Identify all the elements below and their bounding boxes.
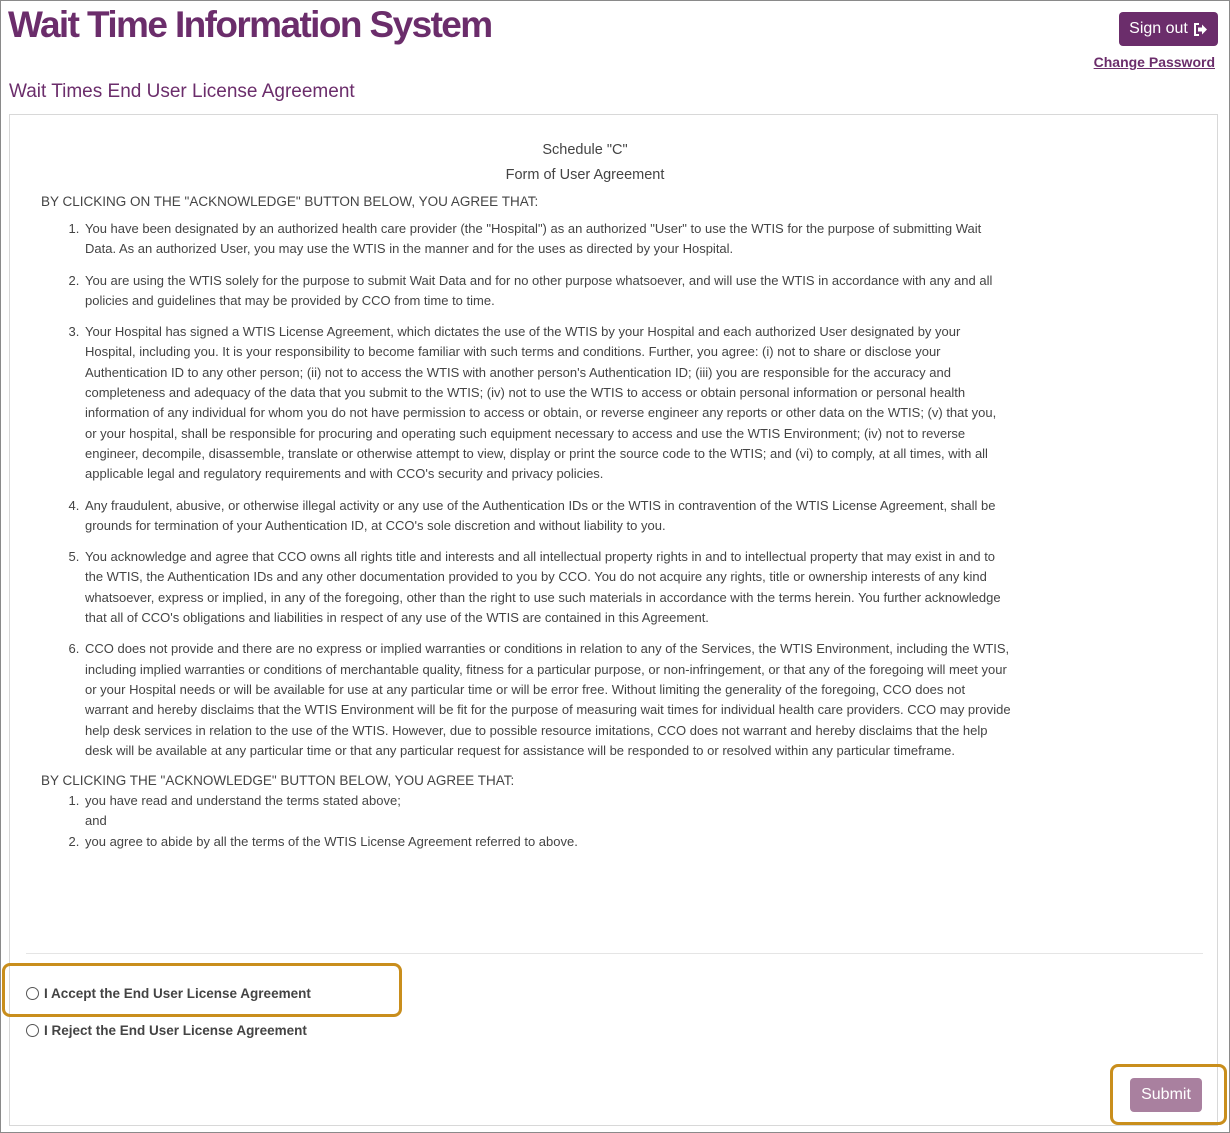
app-title: Wait Time Information System [8,4,492,45]
schedule-heading: Schedule "C" [542,142,628,158]
agreement-intro: BY CLICKING ON THE "ACKNOWLEDGE" BUTTON BELOW, YOU AGREE THAT: [41,194,539,209]
form-title: Form of User Agreement [505,167,665,183]
acknowledge-intro: BY CLICKING THE "ACKNOWLEDGE" BUTTON BELOW, YOU AGREE THAT: [41,773,515,789]
accept-option-highlight [2,963,402,1017]
sign-out-arrow-icon [1193,23,1208,36]
acknowledge-list-2 [41,832,1011,852]
term-item: 4. Any fraudulent, abusive, or otherwise illegal activity or any use of the Authentication IDs or the WTIS in contravention of the WTIS License Agreement, shall be grounds for termination of your Authentication ID, at CCO's sole discretion and without liability to you. [83,496,1011,537]
acknowledge-item: 2. you agree to abide by all the terms of the WTIS License Agreement referred to above. [83,832,1011,852]
term-item: 5. You acknowledge and agree that CCO owns all rights title and interests and all intellectual property rights in and to intellectual property that may exist in and to the WTIS, the Authentication IDs and any other documentation provided to you by CCO. You do not acquire any rights, title or ownership interests of any kind whatsoever, express or implied, in any of the foregoing, other than the right to use such materials in accordance with the terms herein. You further acknowledge that all of CCO's obligations and liabilities in respect of any use of the WTIS are contained in this Agreement. [83,547,1011,628]
term-item: 3. Your Hospital has signed a WTIS License Agreement, which dictates the use of the WTIS by your Hospital and each authorized User designated by your Hospital, including you. It is your responsibility to become familiar with such terms and conditions. Further, you agree: (i) not to share or disclose your Authentication ID to any other person; (ii) not to access the WTIS with another person's Authentication ID; (iii) you are responsible for the accuracy and completeness and adequacy of the data that you submit to the WTIS; (iv) not to use the WTIS to access or obtain personal information or personal health information of any individual for whom you do not have permission to access or obtain, or reverse engineer any reports or other data on the WTIS; (v) that you, or your hospital, shall be responsible for procuring and operating such equipment necessary to access and use the WTIS Environment; (iv) not to reverse engineer, decompile, disassemble, translate or otherwise attempt to view, display or print the source code to the WTIS; and (vi) to comply, at all times, with all applicable legal and regulatory requirements and with CCO's security and privacy policies. [83,322,1011,484]
reject-label[interactable]: I Reject the End User License Agreement [44,1023,307,1038]
agreement-text[interactable] [41,140,1011,852]
accept-label[interactable]: I Accept the End User License Agreement [44,986,311,1001]
terms-list [41,219,1011,761]
sign-out-label: Sign out [1129,20,1188,37]
sign-out-button[interactable] [1119,12,1218,46]
term-item: 2. You are using the WTIS solely for the purpose to submit Wait Data and for no other purpose whatsoever, and will use the WTIS in accordance with any and all policies and guidelines that may be provided by CCO from time to time. [83,271,1011,312]
reject-radio-button[interactable] [26,1024,39,1037]
submit-highlight [1110,1064,1227,1125]
acknowledge-list [41,791,1011,811]
divider [26,953,1203,954]
term-item: 1. You have been designated by an authorized health care provider (the "Hospital") as an authorized "User" to use the WTIS for the purpose of submitting Wait Data. As an authorized User, you may use the WTIS in the manner and for the uses as directed by your Hospital. [83,219,1011,260]
reject-radio-option[interactable] [26,1023,307,1038]
acknowledge-and: and [85,813,107,829]
change-password-link[interactable]: Change Password [1093,54,1215,70]
term-item: 6. CCO does not provide and there are no express or implied warranties or conditions in relation to any of the Services, the WTIS Environment, including the WTIS, including implied warranties or conditions of merchantable quality, fitness for a particular purpose, or non-infringement, or that any of the foregoing will meet your or your Hospital needs or will be available for use at any particular time or will be error free. Without limiting the generality of the foregoing, CCO does not warrant and hereby disclaims that the WTIS Environment will be fit for the purpose of measuring wait times for individual health care providers. CCO may provide help desk services in relation to the use of the WTIS. However, due to possible resource imitations, CCO does not warrant and hereby disclaims that the help desk will be available at any particular time or that any particular request for assistance will be responded to or resolved within any particular timeframe. [83,639,1011,761]
acknowledge-item: 1. you have read and understand the terms stated above; [83,791,1011,811]
submit-button[interactable]: Submit [1130,1078,1202,1112]
page-title: Wait Times End User License Agreement [9,81,355,102]
